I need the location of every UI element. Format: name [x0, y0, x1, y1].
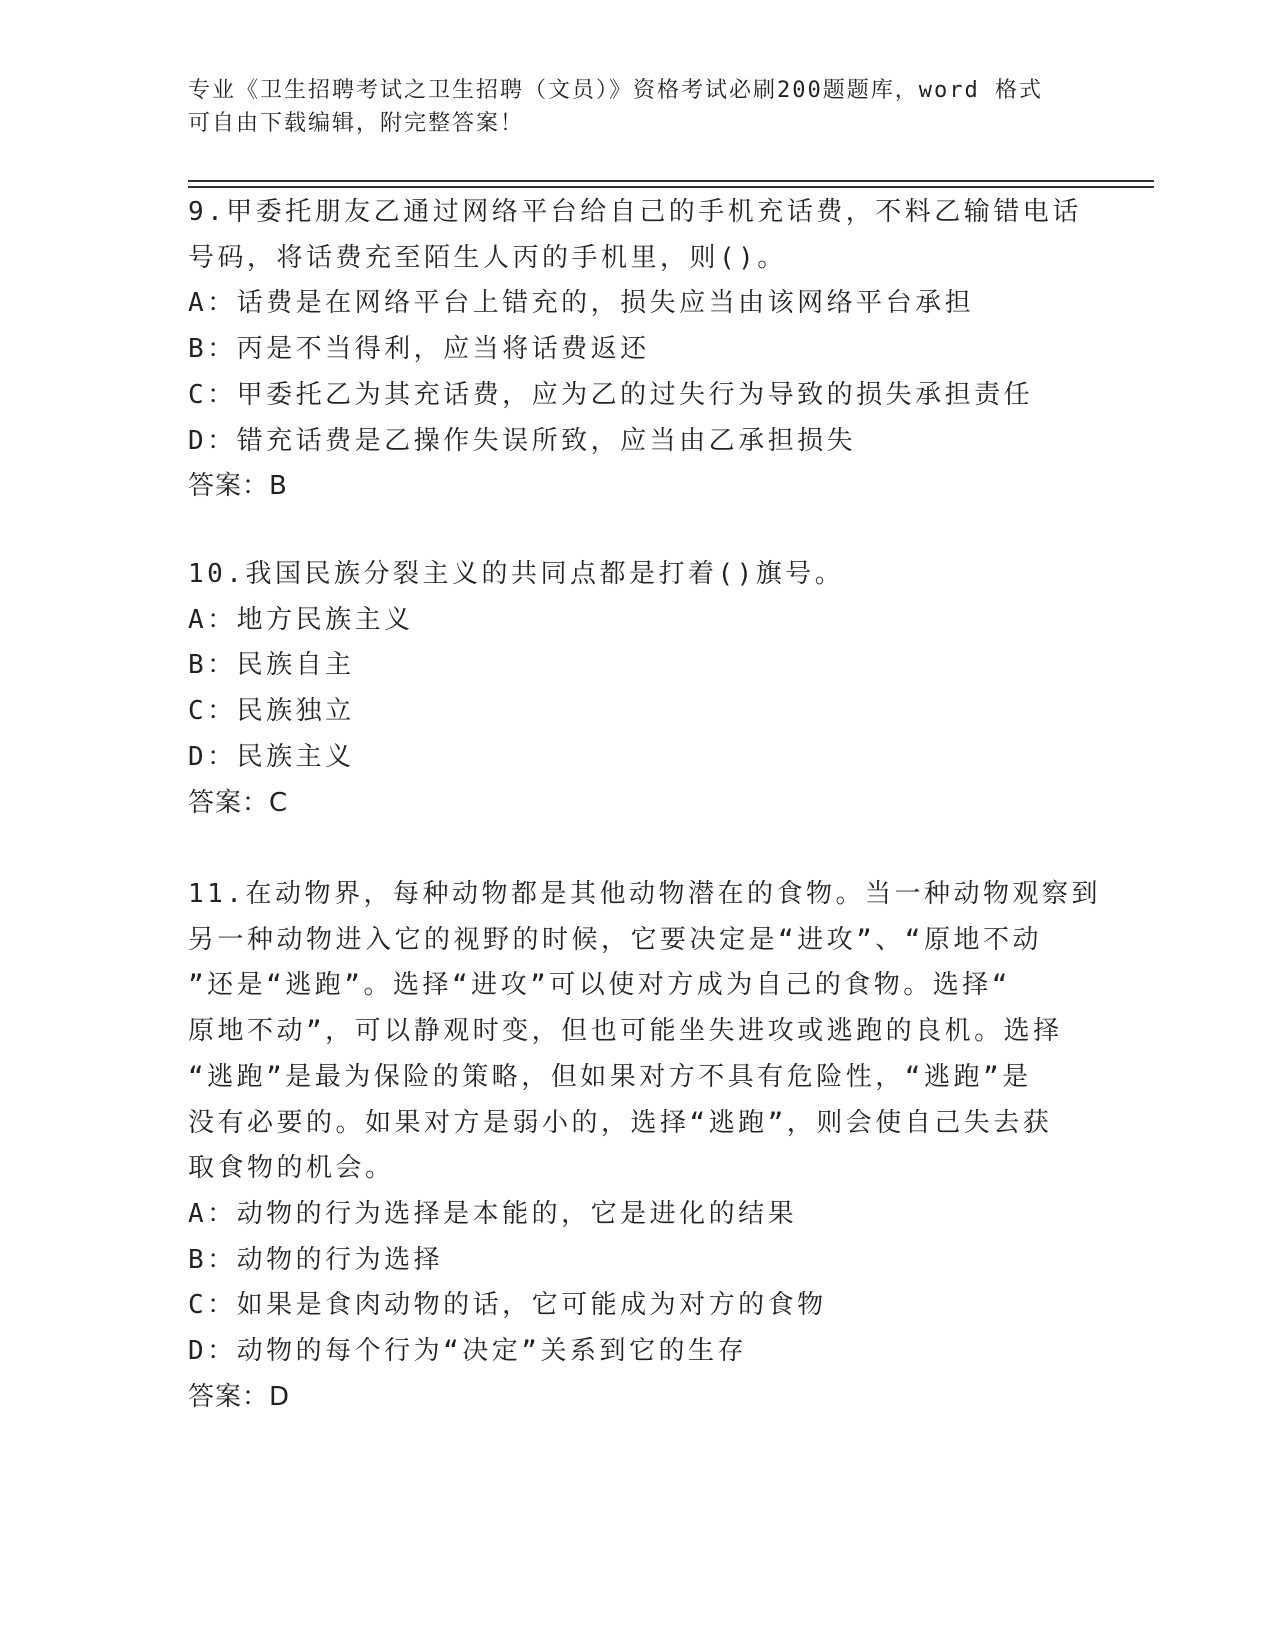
option-d: D：动物的每个行为“决定”关系到它的生存: [188, 1336, 747, 1367]
header-divider: [188, 180, 1154, 182]
stem-line: 另一种动物进入它的视野的时候，它要决定是“进攻”、“原地不动: [188, 924, 1042, 955]
question-block: [188, 552, 1088, 826]
option-d: D：错充话费是乙操作失误所致，应当由乙承担损失: [188, 425, 857, 456]
question-stem: [188, 552, 1088, 598]
header-line: 专业《卫生招聘考试之卫生招聘（文员）》资格考试必刷200题题库，word 格式: [188, 78, 1043, 103]
document-header: [188, 74, 1088, 140]
option-a: A：动物的行为选择是本能的，它是进化的结果: [188, 1198, 798, 1229]
option-a: A：地方民族主义: [188, 604, 414, 635]
question-stem: [188, 872, 1101, 1192]
option-a: A：话费是在网络平台上错充的，损失应当由该网络平台承担: [188, 288, 975, 319]
answer-line: 答案：D: [188, 1381, 291, 1412]
stem-line: 10.我国民族分裂主义的共同点都是打着()旗号。: [188, 559, 845, 589]
stem-line: 原地不动”，可以静观时变，但也可能坐失进攻或逃跑的良机。选择: [188, 1016, 1063, 1047]
stem-line: 9.甲委托朋友乙通过网络平台给自己的手机充话费，不料乙输错电话: [188, 197, 1082, 227]
stem-line: 没有必要的。如果对方是弱小的，选择“逃跑”，则会使自己失去获: [188, 1107, 1053, 1138]
option-b: B：民族自主: [188, 650, 355, 681]
stem-line: “逃跑”是最为保险的策略，但如果对方不具有危险性，“逃跑”是: [188, 1061, 1032, 1092]
option-c: C：民族独立: [188, 696, 355, 727]
stem-line: 号码，将话费充至陌生人丙的手机里，则()。: [188, 242, 787, 273]
option-c: C：甲委托乙为其充话费，应为乙的过失行为导致的损失承担责任: [188, 379, 1034, 410]
option-b: B：丙是不当得利，应当将话费返还: [188, 334, 650, 365]
header-divider: [188, 186, 1154, 188]
stem-line: 11.在动物界，每种动物都是其他动物潜在的食物。当一种动物观察到: [188, 879, 1101, 909]
question-block: [188, 872, 1101, 1420]
answer-line: 答案：C: [188, 787, 289, 818]
option-c: C：如果是食肉动物的话，它可能成为对方的食物: [188, 1290, 827, 1321]
header-line: 可自由下载编辑，附完整答案！: [188, 111, 525, 136]
question-stem: [188, 190, 1088, 281]
question-block: [188, 190, 1088, 510]
option-d: D：民族主义: [188, 741, 355, 772]
stem-line: ”还是“逃跑”。选择“进攻”可以使对方成为自己的食物。选择“: [188, 970, 1011, 1001]
option-b: B：动物的行为选择: [188, 1244, 444, 1275]
stem-line: 取食物的机会。: [188, 1153, 395, 1184]
answer-line: 答案：B: [188, 471, 288, 502]
